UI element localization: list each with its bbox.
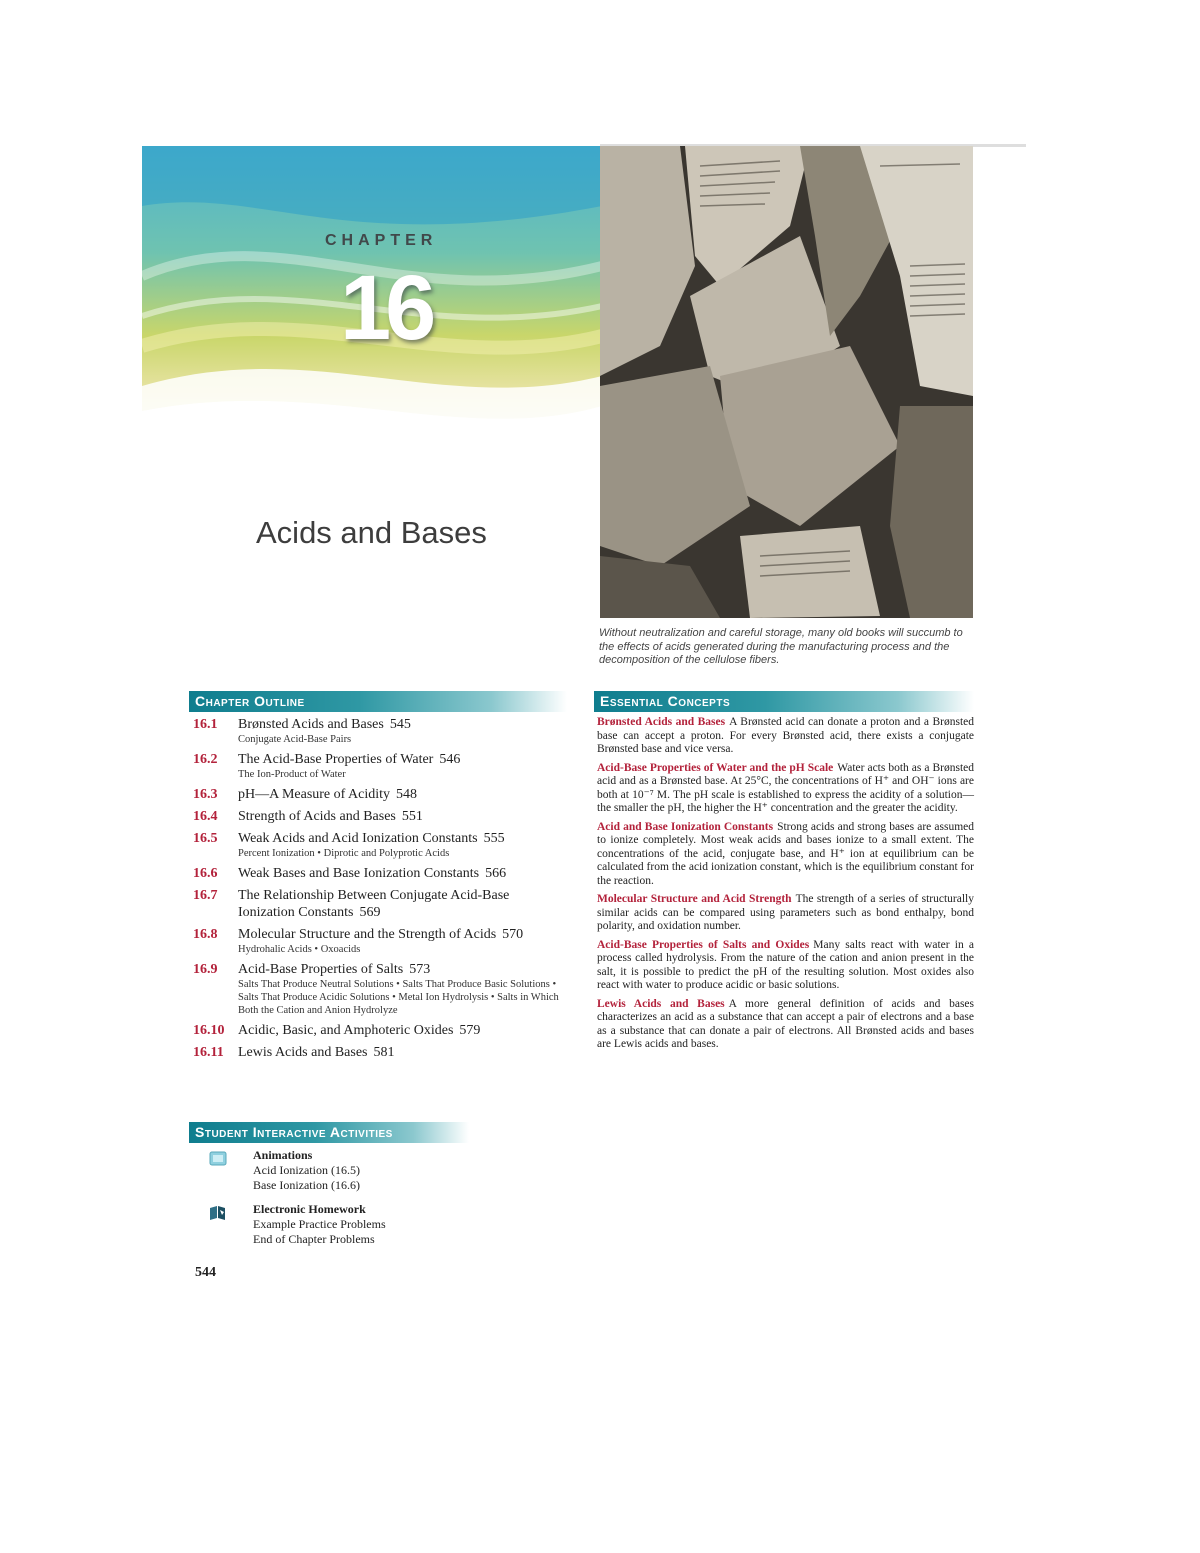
outline-item [193,786,583,803]
outline-item [193,751,583,781]
outline-item-page: 573 [409,962,431,977]
outline-item-number: 16.5 [193,831,218,846]
outline-item-title: Strength of Acids and Bases [238,809,396,824]
homework-link-example-practice[interactable]: Example Practice Problems [253,1217,386,1231]
outline-item-title: The Relationship Between Conjugate Acid-Base Ionization Constants [238,888,510,920]
outline-item [193,887,583,921]
concept-title: Acid-Base Properties of Salts and Oxides [597,938,810,951]
outline-item-subtopics: Percent Ionization • Diprotic and Polyprotic Acids [238,848,450,859]
outline-item [193,830,583,860]
outline-item-subtopics: Conjugate Acid-Base Pairs [238,734,352,745]
essential-concepts-header: Essential Concepts [594,691,974,712]
outline-item-title: Weak Bases and Base Ionization Constants [238,866,480,881]
outline-item-page: 551 [401,809,423,824]
outline-item-subtopics: The Ion-Product of Water [238,769,346,780]
outline-item-title: The Acid-Base Properties of Water [238,752,434,767]
outline-item-number: 16.2 [193,752,218,767]
outline-item-number: 16.10 [193,1023,225,1038]
chapter-outline [193,716,583,1066]
outline-item-subtopics: Salts That Produce Neutral Solutions • Salts That Produce Basic Solutions • Salts That Produce Acidic Solutions • Metal Ion Hydrolysis • Salts in Which Both the Cation and Anion Hydrolyze [238,979,559,1016]
animation-icon [209,1150,227,1168]
chapter-outline-header: Chapter Outline [189,691,567,712]
concept-title: Acid and Base Ionization Constants [597,820,774,833]
outline-item-number: 16.1 [193,717,218,732]
outline-item-page: 566 [485,866,507,881]
homework-group [193,1202,493,1246]
outline-item [193,865,583,882]
outline-item [193,926,583,956]
concept-paragraph [597,821,974,889]
student-activities-header: Student Interactive Activities [189,1122,469,1143]
concept-title: Molecular Structure and Acid Strength [597,893,792,905]
outline-item [193,1022,583,1039]
photo-caption: Without neutralization and careful storage, many old books will succumb to the effects of acids generated during the manufacturing process and the decomposition of the cellulose fibers. [599,627,963,666]
student-activities [193,1148,493,1256]
essential-concepts [597,716,974,1057]
outline-item-number: 16.8 [193,927,218,942]
chapter-title: Acids and Bases [256,515,487,550]
outline-item [193,1044,583,1061]
homework-link-end-of-chapter[interactable]: End of Chapter Problems [253,1231,375,1246]
electronic-homework-icon [209,1204,227,1222]
chapter-label: CHAPTER [325,232,438,249]
outline-item-page: 555 [483,831,505,846]
animation-link-base-ionization[interactable]: Base Ionization (16.6) [253,1177,360,1192]
outline-item-number: 16.7 [193,888,218,903]
concept-text: Strong acids and strong bases are assumed to ionize completely. Most weak acids and bases ionize to a small extent. The concentrations of the acid, conjugate base, and H⁺ ion at equilibrium can be calculated from the acid ionization constant, which is the equilibrium constant for the reaction. [597,820,974,887]
outline-item-page: 579 [459,1023,481,1038]
concept-text: The strength of a series of structurally similar acids can be compared using parameters such as bond enthalpy, bond polarity, and oxidation number. [597,893,975,932]
outline-item-page: 570 [502,927,524,942]
animations-group [193,1148,493,1192]
torn-pages-illustration [600,146,973,618]
outline-item-number: 16.9 [193,962,218,977]
outline-item-title: Lewis Acids and Bases [238,1045,368,1060]
chapter-number: 16 [340,257,431,359]
old-books-photo [600,146,973,618]
outline-item-title: Molecular Structure and the Strength of Acids [238,927,497,942]
outline-item-number: 16.4 [193,809,218,824]
outline-item-page: 581 [373,1045,395,1060]
outline-item-number: 16.3 [193,787,218,802]
concept-text: Water acts both as a Brønsted acid and as a Brønsted base. At 25°C, the concentrations of H⁺ and OH⁻ ions are both at 10⁻⁷ M. The pH scale is established to express the acidity of a solution—the smaller the pH, the higher the H⁺ concentration and the greater the acidity. [597,761,974,814]
outline-item-page: 545 [389,717,411,732]
concept-text: A more general definition of acids and bases characterizes an acid as a substance that can accept a pair of electrons and a base as a substance that can donate a pair of electrons. All Brønsted acids and bases are Lewis acids and bases. [597,997,974,1050]
concept-text: Many salts react with water in a process called hydrolysis. From the nature of the cation and anion present in the salt, it is possible to predict the pH of the resulting solution. Most oxides also react with water to produce acidic or basic solutions. [597,938,975,991]
outline-item-title: Brønsted Acids and Bases [238,717,384,732]
concept-paragraph [597,998,974,1052]
concept-text: A Brønsted acid can donate a proton and a Brønsted base can accept a proton. For every Brønsted acid, there exists a conjugate Brønsted base and vice versa. [597,716,974,755]
concept-paragraph [597,893,974,934]
outline-item [193,961,583,1017]
outline-item-title: pH—A Measure of Acidity [238,787,391,802]
homework-title: Electronic Homework [253,1202,366,1216]
outline-item-title: Acidic, Basic, and Amphoteric Oxides [238,1023,454,1038]
outline-item [193,716,583,746]
outline-item-number: 16.6 [193,866,218,881]
page-number: 544 [195,1265,216,1280]
outline-item-number: 16.11 [193,1045,224,1060]
outline-item-title: Acid-Base Properties of Salts [238,962,404,977]
concept-paragraph [597,716,974,757]
concept-title: Acid-Base Properties of Water and the pH Scale [597,761,834,774]
outline-item-page: 569 [359,905,381,920]
outline-item-page: 548 [396,787,418,802]
animation-link-acid-ionization[interactable]: Acid Ionization (16.5) [253,1163,360,1177]
outline-item-subtopics: Hydrohalic Acids • Oxoacids [238,944,361,955]
concept-title: Lewis Acids and Bases [597,997,725,1010]
animations-title: Animations [253,1148,313,1162]
concept-paragraph [597,939,974,993]
outline-item-title: Weak Acids and Acid Ionization Constants [238,831,478,846]
concept-paragraph [597,762,974,816]
outline-item [193,808,583,825]
outline-item-page: 546 [439,752,461,767]
concept-title: Brønsted Acids and Bases [597,716,726,728]
